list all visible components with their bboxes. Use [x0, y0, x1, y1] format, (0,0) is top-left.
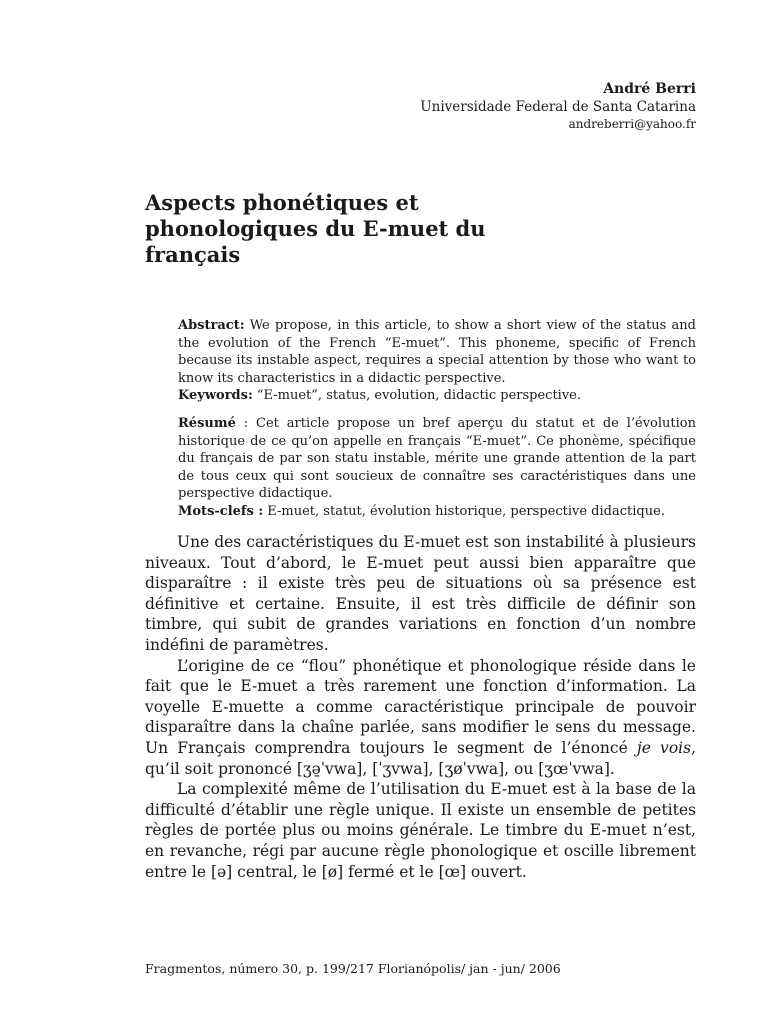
body-paragraph-2 — [145, 656, 696, 780]
resume-paragraph — [178, 415, 696, 503]
body-paragraph-2-start: L’origine de ce “flou” phonétique et phonologique réside dans le fait que le E-muet a très rarement une fonction d’information. La voyelle E-muette a comme caractéristique principale de pouvoir disparaître dans la chaîne parlée, sans modifier le sens du message. Un Français comprendra toujours le segment de l’énoncé — [145, 656, 696, 757]
resume-text: : Cet article propose un bref aperçu du statut et de l’évolution historique de ce qu’on appelle en français “E-muet”. Ce phonème, spécifique du français de par son statu instable, mérite une grande attention de la part de tous ceux qui sont soucieux de connaître ses caractéristiques dans une perspective didactique. — [178, 416, 696, 501]
keywords-paragraph — [178, 387, 696, 405]
body-paragraph-1: Une des caractéristiques du E-muet est son instabilité à plusieurs niveaux. Tout d’abord, le E-muet peut aussi bien apparaître que disparaître : il existe très peu de situations où sa présence est définitive et certaine. Ensuite, il est très difficile de définir son timbre, qui subit de grandes variations en fonction d’un nombre indéfini de paramètres. — [145, 533, 696, 654]
author-email: andreberri@yahoo.fr — [568, 117, 696, 131]
page-footer: Fragmentos, número 30, p. 199/217 Florianópolis/ jan - jun/ 2006 — [145, 961, 561, 976]
abstract-english — [178, 317, 696, 405]
abstract-label: Abstract: — [178, 318, 245, 333]
abstract-french — [178, 415, 696, 520]
author-affiliation: Universidade Federal de Santa Catarina — [420, 99, 696, 115]
body-text — [145, 532, 696, 882]
author-name: André Berri — [603, 81, 696, 97]
italic-example: je vois — [636, 738, 692, 757]
body-paragraph-3: La complexité même de l’utilisation du E-muet est à la base de la difficulté d’établir une règle unique. Il existe un ensemble de petites règles de portée plus ou moins générale. Le timbre du E-muet n’est, en revanche, régi par aucune règle phonologique et oscille librement entre le [ə] central, le [ø] fermé et le [œ] ouvert. — [145, 780, 696, 881]
mots-clefs-text: E-muet, statut, évolution historique, perspective didactique. — [263, 503, 665, 519]
keywords-text: “E-muet”, status, evolution, didactic perspective. — [252, 388, 581, 403]
resume-label: Résumé — [178, 416, 236, 431]
article-title: Aspects phonétiques et phonologiques du E-muet du français — [145, 190, 486, 267]
mots-clefs-label: Mots-clefs : — [178, 503, 264, 519]
mots-clefs-paragraph — [178, 503, 696, 521]
author-block — [420, 80, 696, 133]
keywords-label: Keywords: — [178, 388, 253, 403]
abstract-text: We propose, in this article, to show a short view of the status and the evolution of the French “E-muet”. This phoneme, specific of French because its instable aspect, requires a special attention by those who want to know its characteristics in a didactic perspective. — [178, 318, 696, 386]
body-paragraph-2-end: , qu’il soit prononcé [ʒə̱ˈvwa], [ˈʒvwa], [ʒøˈvwa], ou [ʒœˈvwa]. — [145, 738, 696, 778]
abstract-paragraph — [178, 317, 696, 387]
